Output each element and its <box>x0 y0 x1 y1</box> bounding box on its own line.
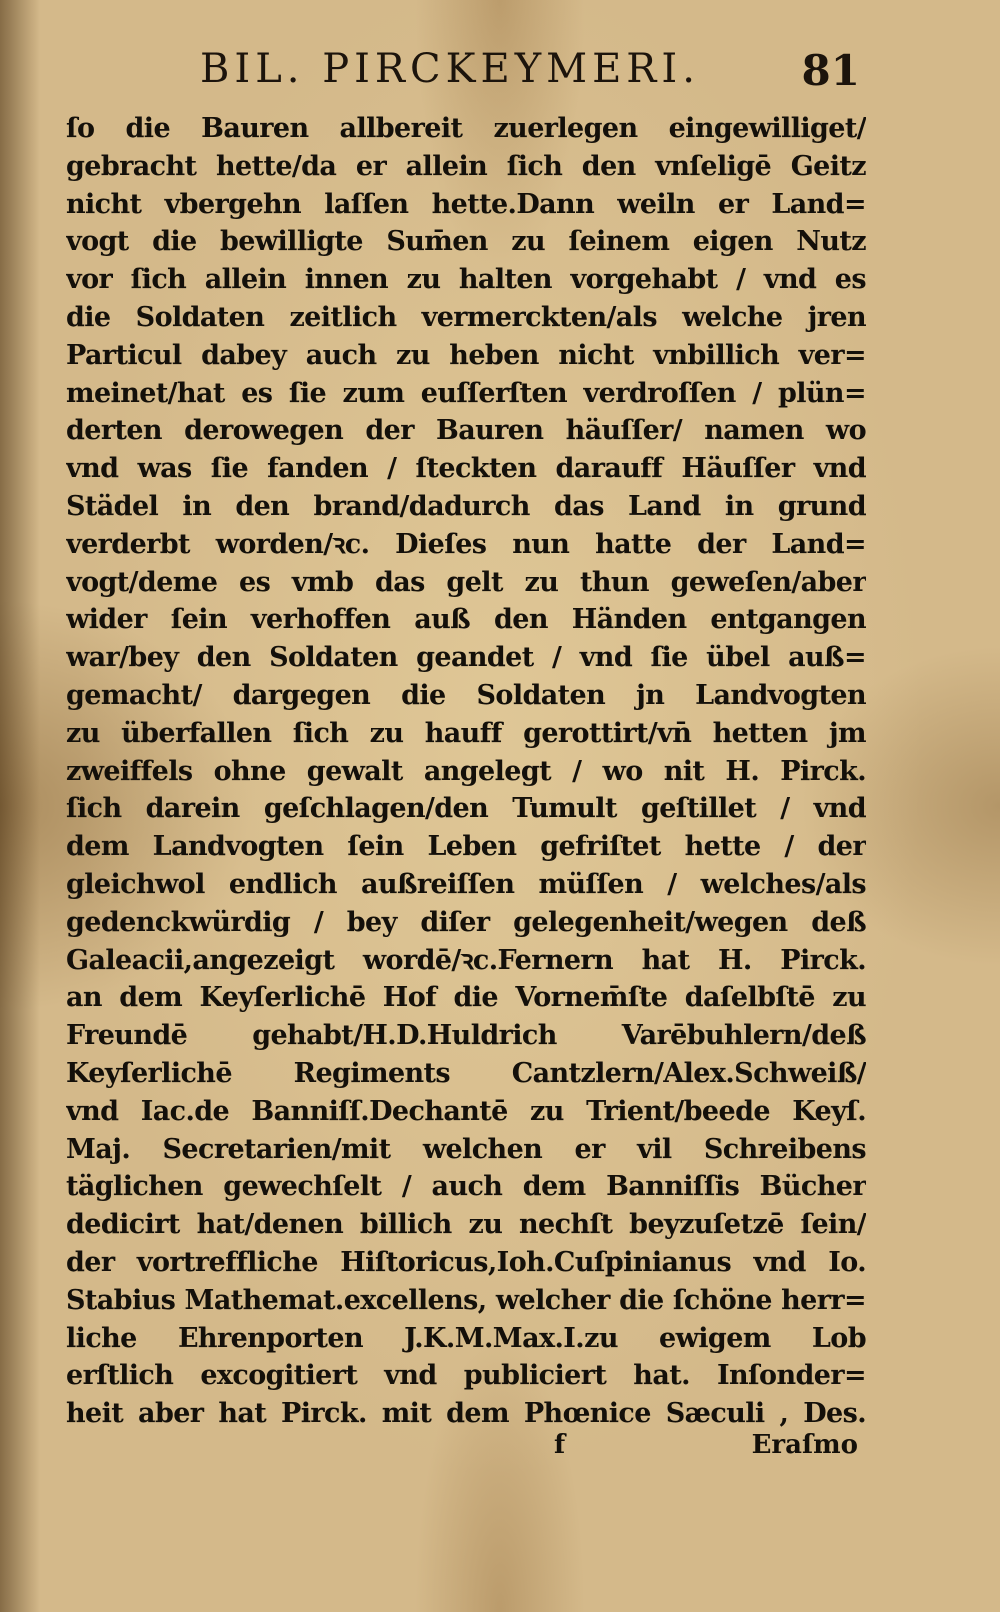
text-line: verderbt worden/ꝛc. Dieſes nun hatte der Land= <box>66 528 866 560</box>
text-line: vnd Iac.de Banniſſ.Dechantē zu Trient/beede Keyſ. <box>66 1095 866 1127</box>
text-line: wider ſein verhoffen auß den Händen entgangen <box>66 604 866 636</box>
text-line: gedenckwürdig / bey diſer gelegenheit/wegen deß <box>66 906 866 938</box>
text-line: Freundē gehabt/H.D.Huldrich Varēbuhlern/deß <box>66 1020 866 1052</box>
text-line: dem Landvogten ſein Leben gefriſtet hette / der <box>66 831 866 863</box>
text-line: Maj. Secretarien/mit welchen er vil Schreibens <box>66 1133 866 1165</box>
text-line: der vortreffliche Hiſtoricus,Ioh.Cuſpinianus vnd Io. <box>66 1246 866 1278</box>
text-line: derten derowegen der Bauren häuſſer/ namen wo <box>66 415 866 447</box>
text-line: täglichen gewechſelt / auch dem Banniſſis Bücher <box>66 1171 866 1203</box>
text-line: gemacht/ dargegen die Soldaten jn Landvogten <box>66 679 866 711</box>
page-footer <box>66 1430 866 1470</box>
signature-mark: f <box>554 1430 566 1460</box>
text-line: die Soldaten zeitlich vermerckten/als welche jren <box>66 301 866 333</box>
text-line: nicht vbergehn laſſen hette.Dann weiln er Land= <box>66 188 866 220</box>
text-line: zweiffels ohne gewalt angelegt / wo nit H. Pirck. <box>66 755 866 787</box>
text-line: vor ſich allein innen zu halten vorgehabt / vnd es <box>66 264 866 296</box>
body-text <box>66 110 866 1433</box>
text-line: dedicirt hat/denen billich zu nechſt beyzuſetzē ſein/ <box>66 1209 866 1241</box>
text-line: an dem Keyſerlichē Hof die Vornem̄ſte daſelbſtē zu <box>66 982 866 1014</box>
text-line: heit aber hat Pirck. mit dem Phœnice Sæculi , Des. <box>66 1398 866 1430</box>
text-line: Stabius Mathemat.excellens, welcher die ſchöne herr= <box>66 1284 866 1316</box>
catchword: Eraſmo <box>751 1430 858 1460</box>
text-line: Städel in den brand/dadurch das Land in grund <box>66 490 866 522</box>
text-line: erſtlich excogitiert vnd publiciert hat. Inſonder= <box>66 1360 866 1392</box>
text-line: war/bey den Soldaten geandet / vnd ſie übel auß= <box>66 642 866 674</box>
text-line: Particul dabey auch zu heben nicht vnbillich ver= <box>66 339 866 371</box>
text-line: vnd was ſie fanden / ſteckten darauff Häuſſer vnd <box>66 453 866 485</box>
text-line: vogt/deme es vmb das gelt zu thun geweſen/aber <box>66 566 866 598</box>
text-line: ſich darein geſchlagen/den Tumult geſtillet / vnd <box>66 793 866 825</box>
text-line: meinet/hat es ſie zum euſſerſten verdroſſen / plün= <box>66 377 866 409</box>
text-line: Keyſerlichē Regiments Cantzlern/Alex.Schweiß/ <box>66 1057 866 1089</box>
page-number: 81 <box>801 46 860 95</box>
text-line: zu überfallen ſich zu hauff gerottirt/vn̄ hetten jm <box>66 717 866 749</box>
gutter-shadow <box>0 0 40 1612</box>
text-line: gebracht hette/da er allein ſich den vnſeligē Geitz <box>66 150 866 182</box>
text-line: Galeacii,angezeigt wordē/ꝛc.Fernern hat H. Pirck. <box>66 944 866 976</box>
text-line: vogt die bewilligte Sum̄en zu ſeinem eigen Nutz <box>66 226 866 258</box>
text-line: ſo die Bauren allbereit zuerlegen eingewilliget/ <box>66 113 866 144</box>
text-line: gleichwol endlich außreiſſen müſſen / welches/als <box>66 868 866 900</box>
running-title: BIL. PIRCKEYMERI. <box>200 46 700 92</box>
text-line: liche Ehrenporten J.K.M.Max.I.zu ewigem Lob <box>66 1322 866 1354</box>
running-head <box>200 46 860 106</box>
